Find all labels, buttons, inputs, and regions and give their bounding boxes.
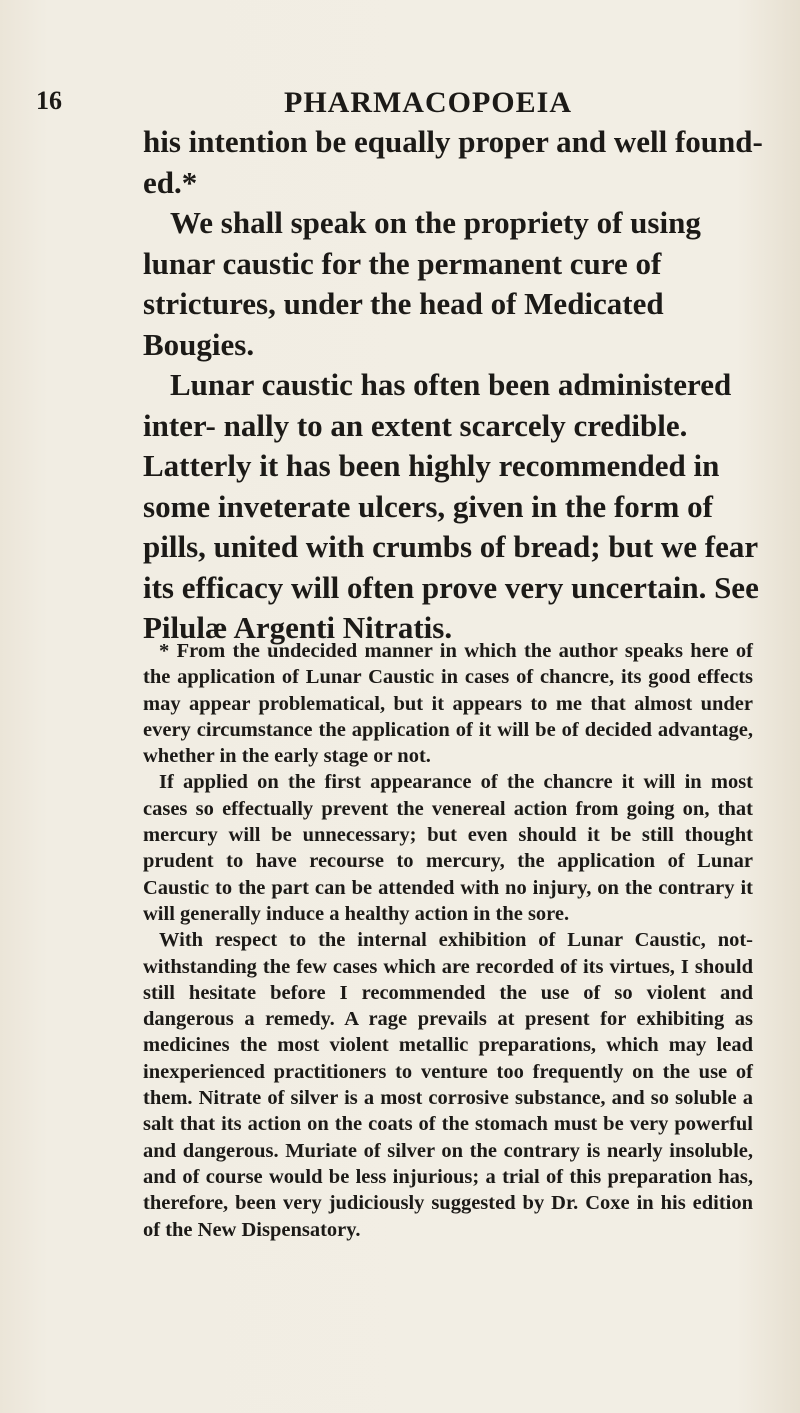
footnote-paragraph: If applied on the first appearance of the chancre it will in most cases so effectually prevent the venereal action from going on, that mercury will be unnecessary; but even should it be still thought prudent to have recourse to mercury, the application of Lunar Caustic to the part can be attended with no injury, on the contrary it will generally induce a healthy action in the sore. xyxy=(143,771,753,925)
footnote-text: From the undecided manner in which the author speaks here of the application of Lunar Caustic in cases of chancre, its good effects may appear problematical, but it appears to me that almost under every circumstance the application of it will be of decided advantage, whether in the early stage or not. xyxy=(143,640,753,768)
footnote xyxy=(143,638,753,1243)
page-number: 16 xyxy=(36,86,62,115)
paragraph-strictures: We shall speak on the propriety of using lunar caustic for the permanent cure of strictures, under the head of Medicated Bougies. xyxy=(143,205,701,362)
page-header xyxy=(36,86,736,122)
footnote-marker: * xyxy=(159,640,170,662)
paragraph-continuation: his intention be equally proper and well found- ed.* xyxy=(143,124,763,200)
paragraph-lunar-caustic: Lunar caustic has often been administered inter- nally to an extent scarcely credible. Latterly it has been highly recommended in some inveterate ulcers, given in the form of pills, united with crumbs of bread; but we fear its efficacy will often prove very uncertain. See Pilulæ Argenti Nitratis. xyxy=(143,367,759,645)
footnote-paragraph xyxy=(143,638,753,769)
running-head: PHARMACOPOEIA xyxy=(284,86,572,119)
footnote-paragraph: With respect to the internal exhibition of Lunar Caustic, not- withstanding the few cases which are recorded of its virtues, I should still hesitate before I recommended the use of so violent and dangerous a remedy. A rage prevails at present for exhibiting as medicines the most violent metallic preparations, which may lead inexperienced practitioners to venture too frequently on the use of them. Nitrate of silver is a most corrosive substance, and so soluble a salt that its action on the coats of the stomach must be very powerful and dangerous. Muriate of silver on the contrary is nearly insoluble, and of course would be less injurious; a trial of this preparation has, therefore, been very judiciously suggested by Dr. Coxe in his edition of the New Dispensatory. xyxy=(143,929,753,1241)
main-text xyxy=(143,122,763,649)
